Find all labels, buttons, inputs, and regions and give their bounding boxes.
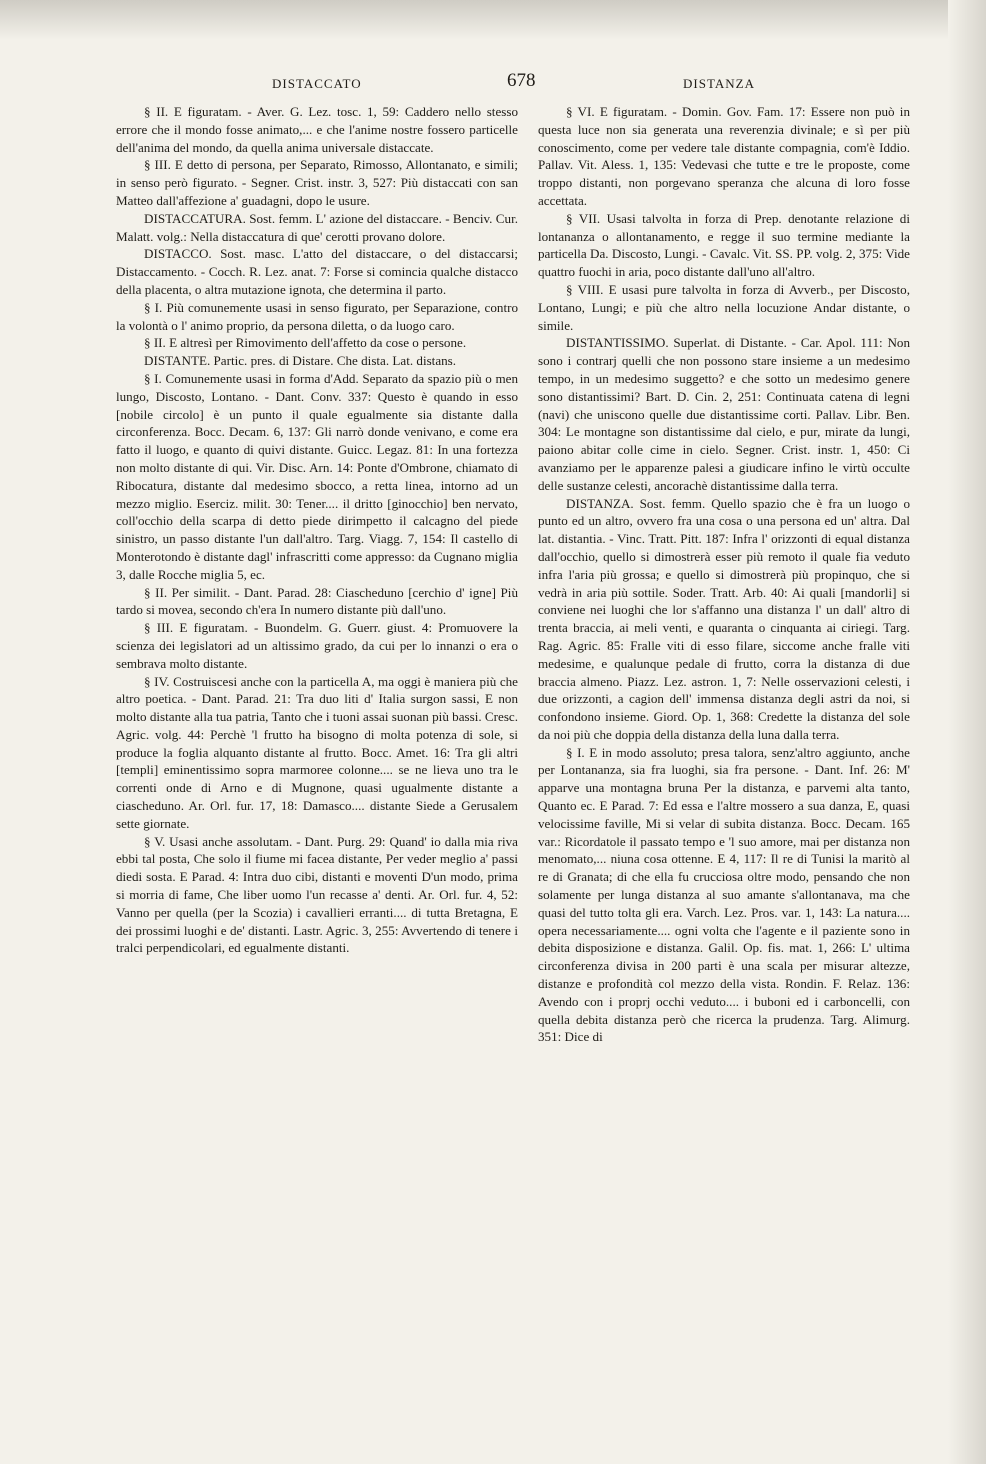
entry-paragraph: § III. E detto di persona, per Separato, Rimosso, Allontanato, e simili; in senso però figurato. - Segner. Crist. instr. 3, 527: Più distaccati con san Matteo dall'affezione a' guadagni, dopo le usure. (116, 157, 518, 208)
entry-paragraph: § VI. E figuratam. - Domin. Gov. Fam. 17: Essere non può in questa luce non sia generata una reverenzia divinale; e sì per più conoscimento, come per vedere tale distante compagnia, com'è Iddio. Pallav. Vit. Aless. 1, 135: Vedevasi che tutte e tre le proposte, come troppo distanti, non porgevano speranza che alcuna di loro fosse accettata. (538, 104, 910, 208)
entry-paragraph: DISTACCO. Sost. masc. L'atto del distaccare, o del distaccarsi; Distaccamento. - Cocch. R. Lez. anat. 7: Forse si comincia qualche distacco della placenta, o altra mutazione ignota, che determina il parto. (116, 246, 518, 297)
page-header (0, 64, 986, 94)
left-column (116, 103, 518, 957)
scan-shadow-top (0, 0, 986, 40)
running-head-left: DISTACCATO (272, 76, 362, 91)
running-head-right: DISTANZA (683, 76, 755, 91)
entry-paragraph: § I. E in modo assoluto; presa talora, senz'altro aggiunto, anche per Lontananza, sia fra luoghi, sia fra persone. - Dant. Inf. 26: M' apparve una montagna bruna Per la distanza, e parvemi alta tanto, Quanto ec. E Parad. 7: Ed essa e l'altre mossero a sua danza, E, quasi velocissime faville, Mi si velar di subita distanza. Bocc. Decam. 165 var.: Ricordatole il passato tempo e 'l suo amore, mai per distanza non menomato,... niuna cosa ottenne. E 4, 117: Il re di Tunisi la maritò al re di Granata; di che ella fu crucciosa oltre modo, pensando che non solamente per lunga distanza al suo amante s'allontanava, ma che quasi del tutto tolta gli era. Varch. Lez. Pros. var. 1, 143: La natura.... opera necessariamente.... ogni volta che l'agente e il paziente sono in debita disposizione e distanza. Galil. Op. fis. mat. 1, 266: L' ultima circonferenza divisa in 200 parti è una scala per misurar altezze, distanze e profondità col mezzo della vista. Rondin. F. Relaz. 136: Avendo con i proprj occhi veduto.... i buboni ed i carboncelli, con quella debita distanza però che ricerca la prudenza. Targ. Alimurg. 351: Dice di (538, 744, 910, 1045)
page-number: 678 (507, 70, 536, 91)
entry-paragraph: § I. Comunemente usasi in forma d'Add. Separato da spazio più o men lungo, Discosto, Lontano. - Dant. Conv. 337: Questo è quando in esso [nobile circolo] è un punto il quale egualmente sia distante dalla circonferenza. Bocc. Decam. 6, 137: Gli narrò donde venivano, e come era fatto il luogo, e quanto di quivi distante. Guicc. Legaz. 81: In una fortezza non molto distante di qui. Vir. Disc. Arn. 14: Ponte d'Ombrone, chiamato di Ribocatura, distante dal medesimo sbocco, a retta linea, intorno ad un mezzo miglio. Eserciz. milit. 30: Tener.... il dritto [ginocchio] ben nervato, coll'occhio della scarpa di detto piede dirimpetto il calcagno del piede sinistro, un passo distante l'un dall'altro. Targ. Viagg. 7, 154: Il castello di Monterotondo è distante dagl' infrascritti come appresso: da Cugnano miglia 3, dalle Rocche miglia 5, ec. (116, 370, 518, 582)
entry-paragraph: DISTANZA. Sost. femm. Quello spazio che è fra un luogo o punto ed un altro, ovvero fra una cosa o una persona ed un' altra. Dal lat. distantia. - Vinc. Tratt. Pitt. 187: Infra l' orizzonti di equal distanza dall'occhio, quello si dimostrerà esser più remoto il quale fia veduto infra l'aria più grossa; e quello si dimostrerà più propinquo, che si vedrà in aria più sottile. Soder. Tratt. Arb. 40: Ai quali [mandorli] si conviene nei luoghi che lor s'affanno una distanza l' un dall' altro di trenta braccia, ai meli venti, e quaranta o cinquanta ai ciriegi. Targ. Rag. Agric. 85: Fralle viti di esso filare, siccome anche fralle viti medesime, e qualunque pedale di frutto, corra la distanza di due braccia almeno. Piazz. Lez. astron. 1, 7: Nelle osservazioni celesti, i due orizzonti, a cagion dell' immensa distanza degli astri da noi, si confondono insieme. Giord. Op. 1, 368: Credette la distanza del sole da noi più che doppia della distanza della luna dalla terra. (538, 495, 910, 742)
entry-paragraph: § V. Usasi anche assolutam. - Dant. Purg. 29: Quand' io dalla mia riva ebbi tal posta, Che solo il fiume mi facea distante, Per veder meglio a' passi diedi sosta. E Parad. 4: Intra duo cibi, distanti e moventi D'un modo, prima si morria di fame, Che liber uomo l'un recasse a' denti. Ar. Orl. fur. 4, 52: Vanno per quella (per la Scozia) i cavallieri erranti.... di tutta Bretagna, E dei prossimi luoghi e de' distanti. Lastr. Agric. 3, 255: Avvertendo di tenere i tralci perpendicolari, ed egualmente distanti. (116, 833, 518, 956)
entry-paragraph: DISTANTISSIMO. Superlat. di Distante. - Car. Apol. 111: Non sono i contrarj quelli che non possono stare insieme a un medesimo tempo, in un medesimo suggetto? e che sotto un medesimo genere sono distantissimi? Bart. D. Cin. 2, 251: Continuata catena di legni (navi) che uniscono quelle due distantissime corti. Pallav. Libr. Ben. 304: Le montagne son distantissime dal cielo, e pur, mirate da lungi, paiono abitar colle cime in cielo. Segner. Crist. instr. 1, 450: Ci avanziamo per le apparenze palesi a giudicare infino le virtù occulte delle sustanze celesti, ancorachè distantissime dalla terra. (538, 335, 910, 493)
entry-paragraph: DISTACCATURA. Sost. femm. L' azione del distaccare. - Benciv. Cur. Malatt. volg.: Nella distaccatura di que' cerotti provano dolore. (116, 210, 518, 244)
entry-paragraph: § II. E altresì per Rimovimento dell'affetto da cose o persone. (144, 335, 467, 351)
entry-paragraph: DISTANTE. Partic. pres. di Distare. Che dista. Lat. distans. (144, 353, 457, 369)
entry-paragraph: § I. Più comunemente usasi in senso figurato, per Separazione, contro la volontà o l' animo proprio, da persona diletta, o da luogo caro. (116, 299, 518, 333)
right-column (538, 103, 910, 1046)
entry-paragraph: § II. E figuratam. - Aver. G. Lez. tosc. 1, 59: Caddero nello stesso errore che il mondo fosse animato,... e che l'anime nostre fossero particelle dell'anima del mondo, da quella anima universale distaccate. (116, 104, 518, 155)
entry-paragraph: § VII. Usasi talvolta in forza di Prep. denotante relazione di lontananza o allontanamento, e regge il suo termine mediante la particella Da. Discosto, Lungi. - Cavalc. Vit. SS. PP. volg. 2, 375: Vide quattro fuochi in aria, poco distante dall'uno all'altro. (538, 210, 910, 280)
entry-paragraph: § II. Per similit. - Dant. Parad. 28: Ciascheduno [cerchio d' igne] Più tardo si movea, secondo ch'era In numero distante più dall'uno. (116, 584, 518, 618)
scan-shadow-right (948, 0, 986, 1464)
entry-paragraph: § IV. Costruiscesi anche con la particella A, ma oggi è maniera più che altro poetica. - Dant. Parad. 21: Tra duo liti d' Italia surgon sassi, E non molto distante alla tua patria, Tanto che i tuoni assai suonan più bassi. Cresc. Agric. volg. 44: Perchè 'l frutto ha bisogno di molta potenza di sole, si produce la foglia alquanto distante al frutto. Bocc. Amet. 16: Tra gli altri [templi] eminentissimo sopra marmoree colonne.... se ne lieva uno tra le correnti onde di Arno e di Mugnone, quasi ugualmente distante a ciascheduno. Ar. Orl. fur. 17, 18: Damasco.... distante Siede a Gerusalem sette giornate. (116, 673, 518, 831)
entry-paragraph: § III. E figuratam. - Buondelm. G. Guerr. giust. 4: Promuovere la scienza dei legislatori ad un altissimo grado, da cui per lo innanzi o era o sembrava molto distante. (116, 620, 518, 671)
entry-paragraph: § VIII. E usasi pure talvolta in forza di Avverb., per Discosto, Lontano, Lungi; e più che altro nella locuzione Andar distante, o simile. (538, 281, 910, 333)
